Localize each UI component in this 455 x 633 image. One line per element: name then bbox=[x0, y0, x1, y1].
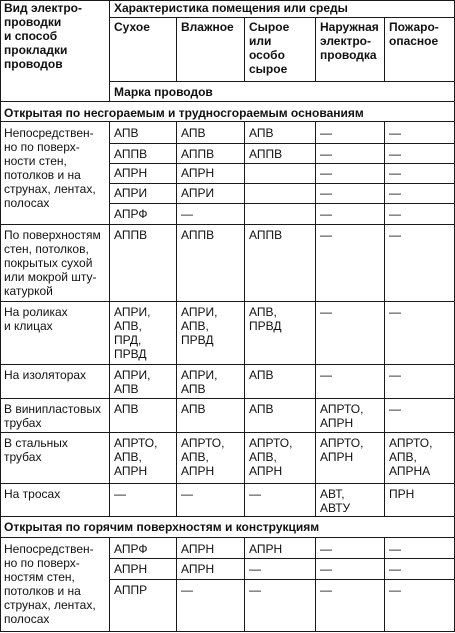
table-cell: АПРН bbox=[181, 542, 215, 556]
column-divider bbox=[384, 537, 385, 632]
table-cell: АПРИ, АПВ, ПРВД bbox=[181, 305, 218, 347]
table-cell: — bbox=[389, 542, 401, 556]
row-divider bbox=[109, 183, 454, 184]
table-cell: — bbox=[249, 562, 261, 576]
column-divider bbox=[244, 121, 245, 516]
table-cell: АПВ bbox=[181, 402, 206, 416]
table-cell: АПРН bbox=[114, 166, 148, 180]
table-cell: АПРИ, АПВ bbox=[181, 368, 218, 396]
table-cell: АПРИ bbox=[181, 186, 215, 200]
table-cell: — bbox=[181, 207, 193, 221]
table-border-left bbox=[0, 0, 1, 632]
row-divider bbox=[0, 483, 455, 484]
row-label-plastered-surface: По поверхностям стен, потолков, покрытых сухой или мокрой шту- катуркой bbox=[4, 228, 101, 298]
header-group-divider bbox=[109, 17, 454, 18]
table-cell: — bbox=[249, 487, 261, 501]
table-cell: — bbox=[320, 542, 332, 556]
section-divider bbox=[0, 121, 455, 122]
table-cell: АПРИ, АПВ bbox=[114, 368, 151, 396]
column-divider bbox=[244, 537, 245, 632]
table-cell: АПВ, ПРВД bbox=[249, 305, 282, 333]
column-divider bbox=[315, 17, 316, 81]
column-divider bbox=[176, 17, 177, 81]
table-cell: — bbox=[249, 583, 261, 597]
table-cell: — bbox=[389, 583, 401, 597]
row-divider bbox=[0, 301, 455, 302]
header-wire-brand: Марка проводов bbox=[114, 85, 213, 99]
table-cell: АППВ bbox=[114, 228, 148, 242]
table-cell: АППР bbox=[114, 583, 148, 597]
table-cell: АВТ, АВТУ bbox=[320, 487, 351, 515]
table-cell: — bbox=[320, 562, 332, 576]
row-divider bbox=[109, 163, 454, 164]
table-cell: АПВ bbox=[249, 402, 274, 416]
column-divider bbox=[315, 537, 316, 632]
column-divider bbox=[315, 121, 316, 516]
table-cell: АПВ bbox=[114, 126, 139, 140]
section-divider bbox=[0, 537, 455, 538]
row-divider bbox=[0, 364, 455, 365]
header-dry: Сухое bbox=[114, 20, 150, 34]
section-title-noncombustible: Открытая по несгораемым и трудносгораемым основаниям bbox=[4, 106, 364, 120]
table-cell: АППВ bbox=[181, 147, 215, 161]
header-fire-hazard: Пожаро- опасное bbox=[389, 20, 439, 48]
table-cell: — bbox=[389, 368, 401, 382]
header-damp: Сырое или особо сырое bbox=[249, 20, 290, 76]
column-divider bbox=[109, 0, 110, 101]
table-cell: АПРН bbox=[114, 562, 148, 576]
row-divider bbox=[0, 224, 455, 225]
table-cell: — bbox=[389, 228, 401, 242]
table-cell: — bbox=[389, 207, 401, 221]
section-title-hot-surfaces: Открытая по горячим поверхностям и конструкциям bbox=[4, 520, 320, 534]
table-cell: АПРТО, АПРН bbox=[320, 402, 364, 430]
table-cell: — bbox=[320, 228, 332, 242]
table-cell: АПРТО, АПВ, АПРН bbox=[114, 436, 158, 478]
table-cell: АПРФ bbox=[114, 207, 148, 221]
table-cell: АПРТО, АПВ, АПРНА bbox=[389, 436, 433, 478]
table-cell: — bbox=[320, 368, 332, 382]
table-cell: — bbox=[389, 147, 401, 161]
table-cell: — bbox=[320, 186, 332, 200]
table-cell: — bbox=[389, 186, 401, 200]
table-cell: АПВ bbox=[249, 368, 274, 382]
row-divider bbox=[0, 398, 455, 399]
table-cell: — bbox=[389, 562, 401, 576]
table-cell: АППВ bbox=[249, 228, 283, 242]
table-cell: — bbox=[320, 583, 332, 597]
table-cell: ПРН bbox=[389, 487, 415, 501]
row-label-vinyl-pipes: В винипластовых трубах bbox=[4, 402, 101, 430]
table-cell: — bbox=[181, 583, 193, 597]
row-label-insulators: На изоляторах bbox=[4, 368, 87, 382]
row-label-hot-direct-surface: Непосредствен- но по поверх- ностям стен, потолков и на струнах, лентах, полосах bbox=[4, 542, 96, 626]
table-cell: АППВ bbox=[181, 228, 215, 242]
table-cell: АПРН bbox=[181, 562, 215, 576]
header-wet: Влажное bbox=[181, 20, 234, 34]
row-divider bbox=[109, 143, 454, 144]
table-cell: АПРТО, АПВ, АПРН bbox=[181, 436, 225, 478]
row-label-steel-pipes: В стальных трубах bbox=[4, 436, 68, 464]
table-cell: — bbox=[114, 487, 126, 501]
table-cell: АППВ bbox=[249, 147, 283, 161]
table-cell: АПВ bbox=[249, 126, 274, 140]
table-border-bottom bbox=[0, 631, 455, 632]
column-divider bbox=[176, 121, 177, 516]
header-subcolumn-divider bbox=[109, 81, 454, 82]
table-cell: АПРИ, АПВ, ПРД, ПРВД bbox=[114, 305, 151, 361]
column-divider bbox=[176, 537, 177, 632]
table-cell: АПРИ bbox=[114, 186, 148, 200]
table-cell: — bbox=[389, 402, 401, 416]
header-outdoor: Наружная электро- проводка bbox=[320, 20, 379, 62]
row-label-rollers: На роликах и клицах bbox=[4, 305, 68, 333]
table-cell: АПВ bbox=[181, 126, 206, 140]
header-wiring-type: Вид электро- проводки и способ прокладки проводов bbox=[4, 1, 82, 71]
table-cell: АПРН bbox=[181, 166, 215, 180]
table-cell: АПРТО, АПВ, АПРН bbox=[249, 436, 293, 478]
table-cell: — bbox=[389, 166, 401, 180]
table-cell: — bbox=[320, 147, 332, 161]
table-cell: АППВ bbox=[114, 147, 148, 161]
table-cell: — bbox=[389, 126, 401, 140]
table-cell: АПРФ bbox=[114, 542, 148, 556]
header-environment-group: Характеристика помещения или среды bbox=[114, 1, 348, 15]
column-divider bbox=[244, 17, 245, 81]
row-divider bbox=[109, 579, 454, 580]
row-label-direct-surface: Непосредствен- но по поверх- ности стен, потолков и на струнах, лентах, полосах bbox=[4, 126, 96, 210]
column-divider bbox=[109, 121, 110, 516]
table-cell: — bbox=[181, 487, 193, 501]
table-cell: — bbox=[389, 305, 401, 319]
table-cell: АПВ bbox=[114, 402, 139, 416]
table-cell: АПРН bbox=[249, 542, 283, 556]
table-cell: АПРТО, АПРН bbox=[320, 436, 364, 464]
table-cell: — bbox=[320, 126, 332, 140]
row-label-cables: На тросах bbox=[4, 487, 61, 501]
row-divider bbox=[0, 432, 455, 433]
column-divider bbox=[109, 537, 110, 632]
header-bottom-rule bbox=[0, 101, 455, 102]
table-cell: — bbox=[320, 207, 332, 221]
row-divider bbox=[109, 203, 454, 204]
row-divider bbox=[0, 516, 455, 517]
row-divider bbox=[109, 558, 454, 559]
column-divider bbox=[384, 121, 385, 516]
table-border-top bbox=[0, 0, 455, 1]
column-divider bbox=[384, 17, 385, 81]
table-cell: — bbox=[320, 305, 332, 319]
table-cell: — bbox=[320, 166, 332, 180]
